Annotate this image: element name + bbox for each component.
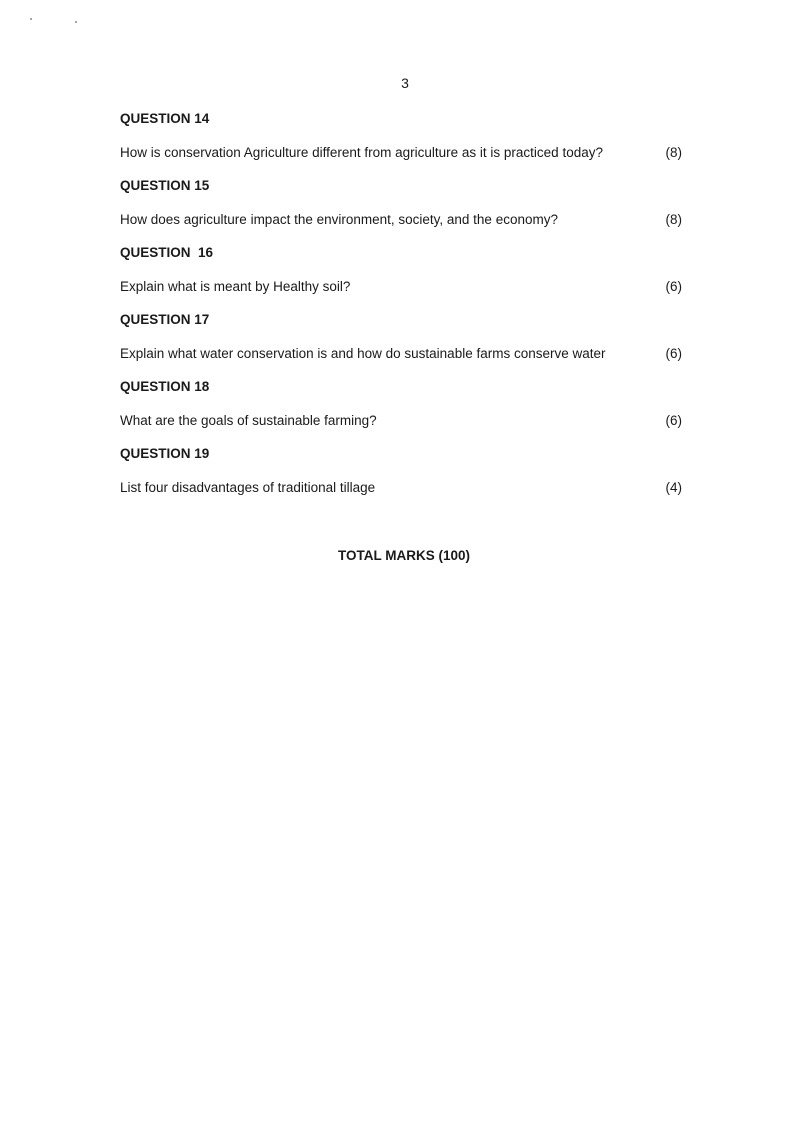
question-item <box>120 376 686 443</box>
question-text: How does agriculture impact the environment, society, and the economy? <box>120 212 558 227</box>
question-item <box>120 108 686 175</box>
question-marks: (6) <box>665 279 682 294</box>
question-heading: QUESTION 15 <box>120 178 210 193</box>
question-heading: QUESTION 16 <box>120 245 214 260</box>
question-marks: (6) <box>665 346 682 361</box>
question-item <box>120 242 686 309</box>
question-item <box>120 309 686 376</box>
question-text: What are the goals of sustainable farming? <box>120 413 377 428</box>
question-item <box>120 175 686 242</box>
question-heading: QUESTION 18 <box>120 379 210 394</box>
page-number: 3 <box>401 75 409 91</box>
scan-speck <box>30 18 32 20</box>
question-text: Explain what water conservation is and how do sustainable farms conserve water <box>120 346 606 361</box>
question-heading: QUESTION 19 <box>120 446 210 461</box>
total-marks: TOTAL MARKS (100) <box>337 548 470 563</box>
question-text: List four disadvantages of traditional tillage <box>120 480 376 495</box>
question-marks: (8) <box>665 145 682 160</box>
question-heading: QUESTION 14 <box>120 111 210 126</box>
question-marks: (6) <box>665 413 682 428</box>
question-heading: QUESTION 17 <box>120 312 210 327</box>
question-list <box>120 108 686 510</box>
question-text: How is conservation Agriculture different from agriculture as it is practiced today? <box>120 145 603 160</box>
question-item <box>120 443 686 510</box>
question-marks: (8) <box>665 212 682 227</box>
question-marks: (4) <box>665 480 682 495</box>
scan-speck <box>75 21 77 23</box>
question-text: Explain what is meant by Healthy soil? <box>120 279 351 294</box>
